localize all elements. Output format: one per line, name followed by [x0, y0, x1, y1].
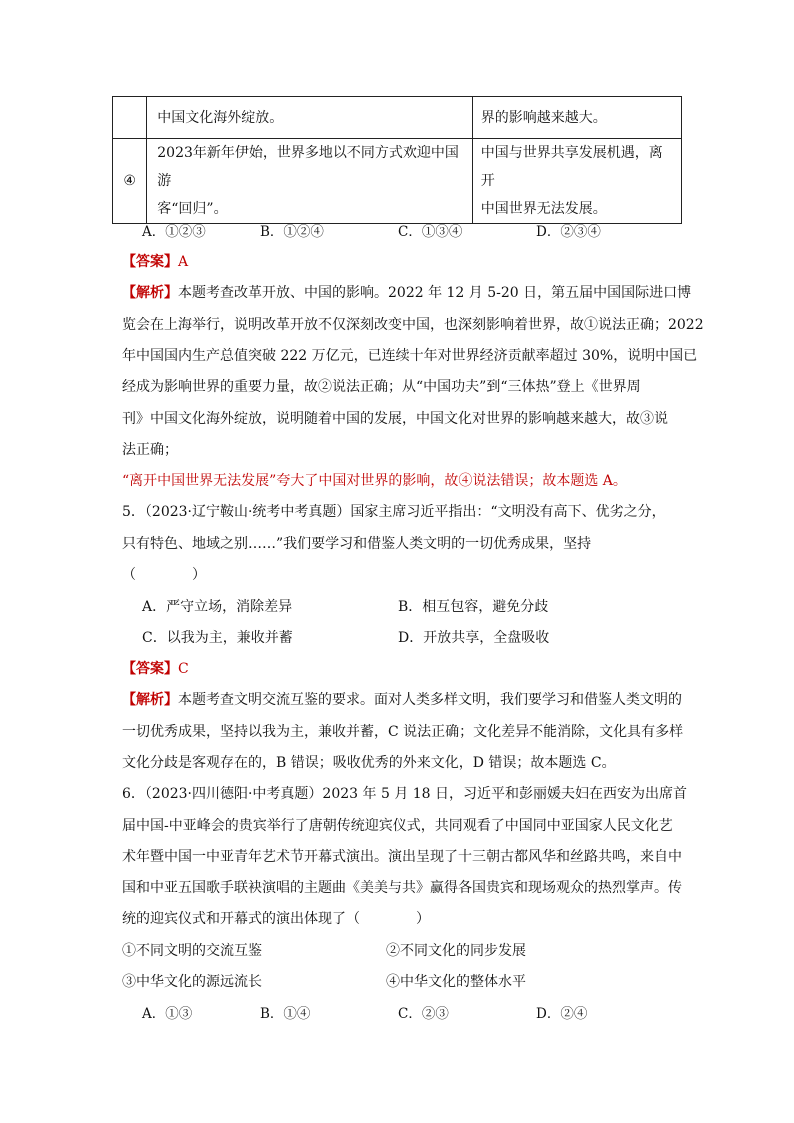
table-cell-meaning — [472, 139, 681, 224]
answer-value: C — [178, 661, 189, 677]
analysis-tag: 【解析】 — [122, 692, 178, 708]
cell-line: 2023年新年伊始，世界多地以不同方式欢迎中国游 — [157, 145, 459, 189]
q4-option-a: A．①②③ — [142, 224, 206, 240]
q6-item-1: ①不同文明的交流互鉴 — [122, 943, 262, 959]
q6-option-d: D．②④ — [536, 1006, 588, 1022]
q6-stem-line: 国和中亚五国歌手联袂演唱的主题曲《美美与共》赢得各国贵宾和现场观众的热烈掌声。传 — [122, 880, 682, 896]
q4-answer — [122, 251, 188, 271]
q6-option-c: C．②③ — [398, 1006, 449, 1022]
q6-item-2: ②不同文化的同步发展 — [386, 943, 526, 959]
q5-option-d: D．开放共享，全盘吸收 — [398, 630, 550, 646]
q5-blank: （ ） — [122, 567, 206, 583]
q4-analysis-line: 年中国国内生产总值突破 222 万亿元，已连续十年对世界经济贡献率超过 30%，说明中国已 — [122, 348, 698, 364]
answer-value: A — [178, 254, 189, 270]
q5-option-b: B．相互包容，避免分歧 — [398, 599, 549, 615]
analysis-text: 本题考查文明交流互鉴的要求。面对人类多样文明，我们要学习和借鉴人类文明的 — [178, 692, 682, 708]
q6-item-4: ④中华文化的整体水平 — [386, 974, 526, 990]
q4-analysis-line — [122, 282, 691, 302]
q6-stem-line: 6．（2023·四川德阳·中考真题）2023 年 5 月 18 日，习近平和彭丽媛夫妇在西安为出席首 — [122, 786, 688, 802]
q6-stem-line: 统的迎宾仪式和开幕式的演出体现了（ ） — [122, 911, 430, 927]
q5-analysis-line: 一切优秀成果，坚持以我为主，兼收并蓄，C 说法正确；文化差异不能消除，文化具有多样 — [122, 724, 684, 740]
table-cell-material — [147, 139, 473, 224]
cell-line: 客“回归”。 — [157, 201, 228, 217]
q6-option-b: B．①④ — [260, 1006, 311, 1022]
q6-stem-line: 届中国-中亚峰会的贵宾举行了唐朝传统迎宾仪式，共同观看了中国同中亚国家人民文化艺 — [122, 818, 673, 834]
q5-answer — [122, 658, 189, 678]
q4-option-c: C．①③④ — [398, 224, 463, 240]
table-cell-meaning: 界的影响越来越大。 — [472, 97, 681, 139]
q4-analysis-line: 览会在上海举行，说明改革开放不仅深刻改变中国，也深刻影响着世界，故①说法正确；2022 — [122, 317, 704, 333]
q4-option-d: D．②③④ — [536, 224, 601, 240]
q5-option-a: A．严守立场，消除差异 — [142, 599, 293, 615]
analysis-tag: 【解析】 — [122, 285, 178, 301]
answer-tag: 【答案】 — [122, 661, 178, 677]
q5-analysis-line: 文化分歧是客观存在的，B 错误；吸收优秀的外来文化，D 错误；故本题选 C。 — [122, 755, 616, 771]
analysis-text: 本题考查改革开放、中国的影响。2022 年 12 月 5-20 日，第五届中国国际进口博 — [178, 285, 692, 301]
q6-option-a: A．①③ — [142, 1006, 193, 1022]
table-row — [113, 139, 682, 224]
q6-stem-line: 术年暨中国一中亚青年艺术节开幕式演出。演出呈现了十三朝古都风华和丝路共鸣，来自中 — [122, 849, 682, 865]
q4-analysis-line: 经成为影响世界的重要力量，故②说法正确；从“中国功夫”到“三体热”登上《世界周 — [122, 379, 641, 395]
comparison-table — [112, 96, 682, 224]
table-cell-num — [113, 97, 147, 139]
q6-item-3: ③中华文化的源远流长 — [122, 974, 262, 990]
q4-option-b: B．①②④ — [260, 224, 324, 240]
q4-analysis-line: 法正确； — [122, 442, 178, 458]
table-row — [113, 97, 682, 139]
table-cell-material: 中国文化海外绽放。 — [147, 97, 473, 139]
table-cell-num: ④ — [113, 139, 147, 224]
q5-option-c: C．以我为主，兼收并蓄 — [142, 630, 293, 646]
cell-line: 中国世界无法发展。 — [480, 201, 607, 217]
q4-analysis-conclusion: “离开中国世界无法发展”夸大了中国对世界的影响，故④说法错误；故本题选 A。 — [122, 473, 627, 489]
q4-analysis-line: 刊》中国文化海外绽放，说明随着中国的发展，中国文化对世界的影响越来越大，故③说 — [122, 411, 668, 427]
q5-stem-line: 只有特色、地域之别……”我们要学习和借鉴人类文明的一切优秀成果，坚持 — [122, 536, 592, 552]
cell-line: 中国与世界共享发展机遇，离开 — [480, 145, 663, 189]
q5-analysis-line — [122, 689, 682, 709]
answer-tag: 【答案】 — [122, 254, 178, 270]
q5-stem-line: 5．（2023·辽宁鞍山·统考中考真题）国家主席习近平指出：“文明没有高下、优劣之分， — [122, 504, 666, 520]
